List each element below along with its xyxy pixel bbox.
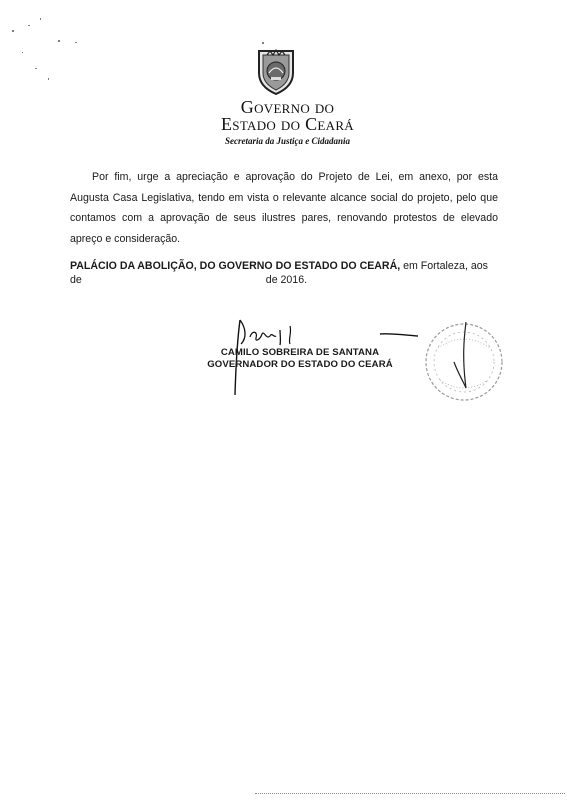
signer-title: GOVERNADOR DO ESTADO DO CEARÁ [207,359,393,370]
body-paragraph: Por fim, urge a apreciação e aprovação do Projeto de Lei, em anexo, por esta Augusta Casa Legislativa, tendo em vista o relevante alcance social do projeto, pelo que contamos com a aprovação de seus ilustres pares, renovando protestos de elevado apreço e consideração. [70,171,498,245]
date-prefix: de [70,274,82,286]
scan-speck [58,40,60,42]
signer-name: CAMILO SOBREIRA DE SANTANA [220,347,380,358]
closing-place: PALÁCIO DA ABOLIÇÃO, DO GOVERNO DO ESTADO DO CEARÁ, [70,260,401,272]
date-suffix: de 2016. [265,274,308,286]
scan-speck [48,78,49,80]
closing-line [70,257,498,275]
scan-speck [35,68,37,69]
official-stamp-seal [418,318,510,406]
scan-speck [28,25,30,26]
scan-speck [262,42,264,44]
header-line-1: Governo do [240,97,335,117]
header-subtitle: Secretaria da Justiça e Cidadania [224,136,350,146]
date-line [70,274,307,286]
scan-speck [40,18,41,20]
bottom-rule [255,793,565,794]
scan-speck [75,42,77,43]
scan-speck [22,52,23,53]
coat-of-arms-icon [255,47,297,95]
header-line-2: Estado do Ceará [221,114,354,134]
scan-speck [12,30,14,32]
closing-location: em Fortaleza, aos [400,260,488,272]
